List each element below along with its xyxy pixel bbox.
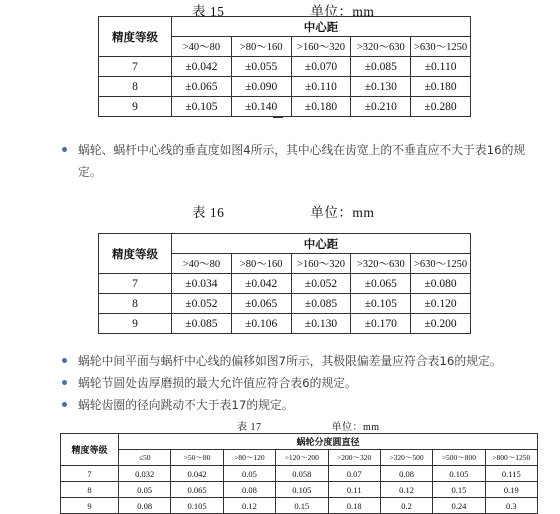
range-header: >80～160 <box>231 254 291 274</box>
value-cell: 0.11 <box>328 482 380 498</box>
value-cell: 0.2 <box>380 498 432 514</box>
list-item <box>62 394 532 416</box>
value-cell: ±0.280 <box>411 97 471 117</box>
grade-cell: 8 <box>99 77 172 97</box>
range-header: >630～1250 <box>411 37 471 57</box>
table-row <box>99 314 471 334</box>
value-cell: ±0.105 <box>172 97 232 117</box>
value-cell: 0.05 <box>223 466 275 482</box>
range-header: >80～120 <box>223 450 275 466</box>
wheel-diameter-header: 蜗轮分度圆直径 <box>119 434 538 450</box>
value-cell: 0.19 <box>485 482 537 498</box>
value-cell: ±0.042 <box>231 274 291 294</box>
value-cell: 0.08 <box>119 498 171 514</box>
bullet-dot-icon <box>62 147 67 152</box>
table16-unit: 单位：mm <box>310 205 375 220</box>
value-cell: ±0.130 <box>291 314 351 334</box>
table-row <box>99 274 471 294</box>
value-cell: 0.115 <box>485 466 537 482</box>
value-cell: 0.058 <box>276 466 328 482</box>
bullet-dot-icon <box>62 380 67 385</box>
grade-cell: 8 <box>99 294 172 314</box>
value-cell: 0.12 <box>223 498 275 514</box>
value-cell: ±0.065 <box>231 294 291 314</box>
value-cell: ±0.180 <box>411 77 471 97</box>
range-header: >200～320 <box>328 450 380 466</box>
range-header: >160～320 <box>291 37 351 57</box>
value-cell: ±0.065 <box>172 77 232 97</box>
range-header: ≤50 <box>119 450 171 466</box>
range-header: >120～200 <box>276 450 328 466</box>
range-header: >800～1250 <box>485 450 537 466</box>
bullet-dot-icon <box>62 402 67 407</box>
list-item <box>62 372 532 394</box>
range-header: >80～160 <box>231 37 291 57</box>
value-cell: ±0.130 <box>351 77 411 97</box>
grade-cell: 9 <box>61 498 119 514</box>
table15 <box>98 16 471 117</box>
value-cell: ±0.110 <box>291 77 351 97</box>
value-cell: ±0.090 <box>231 77 291 97</box>
value-cell: ±0.106 <box>231 314 291 334</box>
list-item <box>62 139 532 183</box>
value-cell: ±0.055 <box>231 57 291 77</box>
value-cell: ±0.210 <box>351 97 411 117</box>
value-cell: ±0.180 <box>291 97 351 117</box>
value-cell: ±0.200 <box>411 314 471 334</box>
table15-unit: 单位：mm <box>310 4 375 19</box>
value-cell: ±0.120 <box>411 294 471 314</box>
value-cell: ±0.085 <box>291 294 351 314</box>
divider <box>273 117 283 118</box>
value-cell: ±0.080 <box>411 274 471 294</box>
paragraph-text: 蜗轮、蜗杆中心线的垂直度如图4所示，其中心线在齿宽上的不垂直应不大于表16的规定。 <box>78 143 526 179</box>
table16 <box>98 233 471 334</box>
value-cell: 0.12 <box>380 482 432 498</box>
grade-cell: 9 <box>99 314 172 334</box>
center-distance-header: 中心距 <box>172 234 471 254</box>
table-row <box>99 294 471 314</box>
range-header: >320～500 <box>380 450 432 466</box>
table-row <box>61 498 538 514</box>
value-cell: 0.05 <box>119 482 171 498</box>
table-row <box>99 57 471 77</box>
paragraph-text: 蜗轮中间平面与蜗杆中心线的偏移如图7所示，其极限偏差量应符合表16的规定。 <box>78 354 502 368</box>
value-cell: ±0.034 <box>172 274 232 294</box>
value-cell: 0.065 <box>171 482 223 498</box>
range-header: >500～800 <box>433 450 485 466</box>
table17-title: 表 17 <box>237 422 262 433</box>
range-header: >50～80 <box>171 450 223 466</box>
value-cell: 0.08 <box>380 466 432 482</box>
value-cell: ±0.085 <box>172 314 232 334</box>
grade-cell: 8 <box>61 482 119 498</box>
grade-cell: 7 <box>61 466 119 482</box>
list-item <box>62 350 532 372</box>
table-row <box>99 97 471 117</box>
range-header: >40～80 <box>172 254 232 274</box>
value-cell: ±0.085 <box>351 57 411 77</box>
value-cell: 0.105 <box>276 482 328 498</box>
value-cell: ±0.065 <box>351 274 411 294</box>
bullet-dot-icon <box>62 358 67 363</box>
table16-caption <box>192 201 374 221</box>
grade-header: 精度等级 <box>61 434 119 466</box>
table-row <box>61 466 538 482</box>
range-header: >630～1250 <box>411 254 471 274</box>
value-cell: 0.105 <box>171 498 223 514</box>
grade-cell: 7 <box>99 274 172 294</box>
grade-header: 精度等级 <box>99 234 172 274</box>
value-cell: 0.15 <box>276 498 328 514</box>
value-cell: ±0.105 <box>351 294 411 314</box>
value-cell: 0.24 <box>433 498 485 514</box>
table17 <box>60 433 538 514</box>
value-cell: ±0.042 <box>172 57 232 77</box>
value-cell: ±0.052 <box>291 274 351 294</box>
grade-cell: 9 <box>99 97 172 117</box>
value-cell: 0.18 <box>328 498 380 514</box>
table17-caption <box>237 418 380 433</box>
value-cell: ±0.052 <box>172 294 232 314</box>
grade-cell: 7 <box>99 57 172 77</box>
paragraph-text: 蜗轮齿圈的径向跳动不大于表17的规定。 <box>78 398 294 412</box>
paragraph-text: 蜗轮节圆处齿厚磨损的最大允许值应符合表6的规定。 <box>78 376 357 390</box>
center-distance-header: 中心距 <box>172 17 471 37</box>
value-cell: 0.105 <box>433 466 485 482</box>
table15-title: 表 15 <box>192 4 225 19</box>
value-cell: ±0.170 <box>351 314 411 334</box>
range-header: >320～630 <box>351 37 411 57</box>
value-cell: 0.08 <box>223 482 275 498</box>
table-row <box>99 77 471 97</box>
table16-title: 表 16 <box>192 205 225 220</box>
range-header: >160～320 <box>291 254 351 274</box>
value-cell: ±0.110 <box>411 57 471 77</box>
table17-unit: 单位：mm <box>331 422 380 433</box>
value-cell: ±0.070 <box>291 57 351 77</box>
value-cell: 0.15 <box>433 482 485 498</box>
range-header: >40～80 <box>172 37 232 57</box>
value-cell: 0.042 <box>171 466 223 482</box>
value-cell: 0.3 <box>485 498 537 514</box>
grade-header: 精度等级 <box>99 17 172 57</box>
table-row <box>61 482 538 498</box>
value-cell: ±0.140 <box>231 97 291 117</box>
value-cell: 0.032 <box>119 466 171 482</box>
range-header: >320～630 <box>351 254 411 274</box>
value-cell: 0.07 <box>328 466 380 482</box>
